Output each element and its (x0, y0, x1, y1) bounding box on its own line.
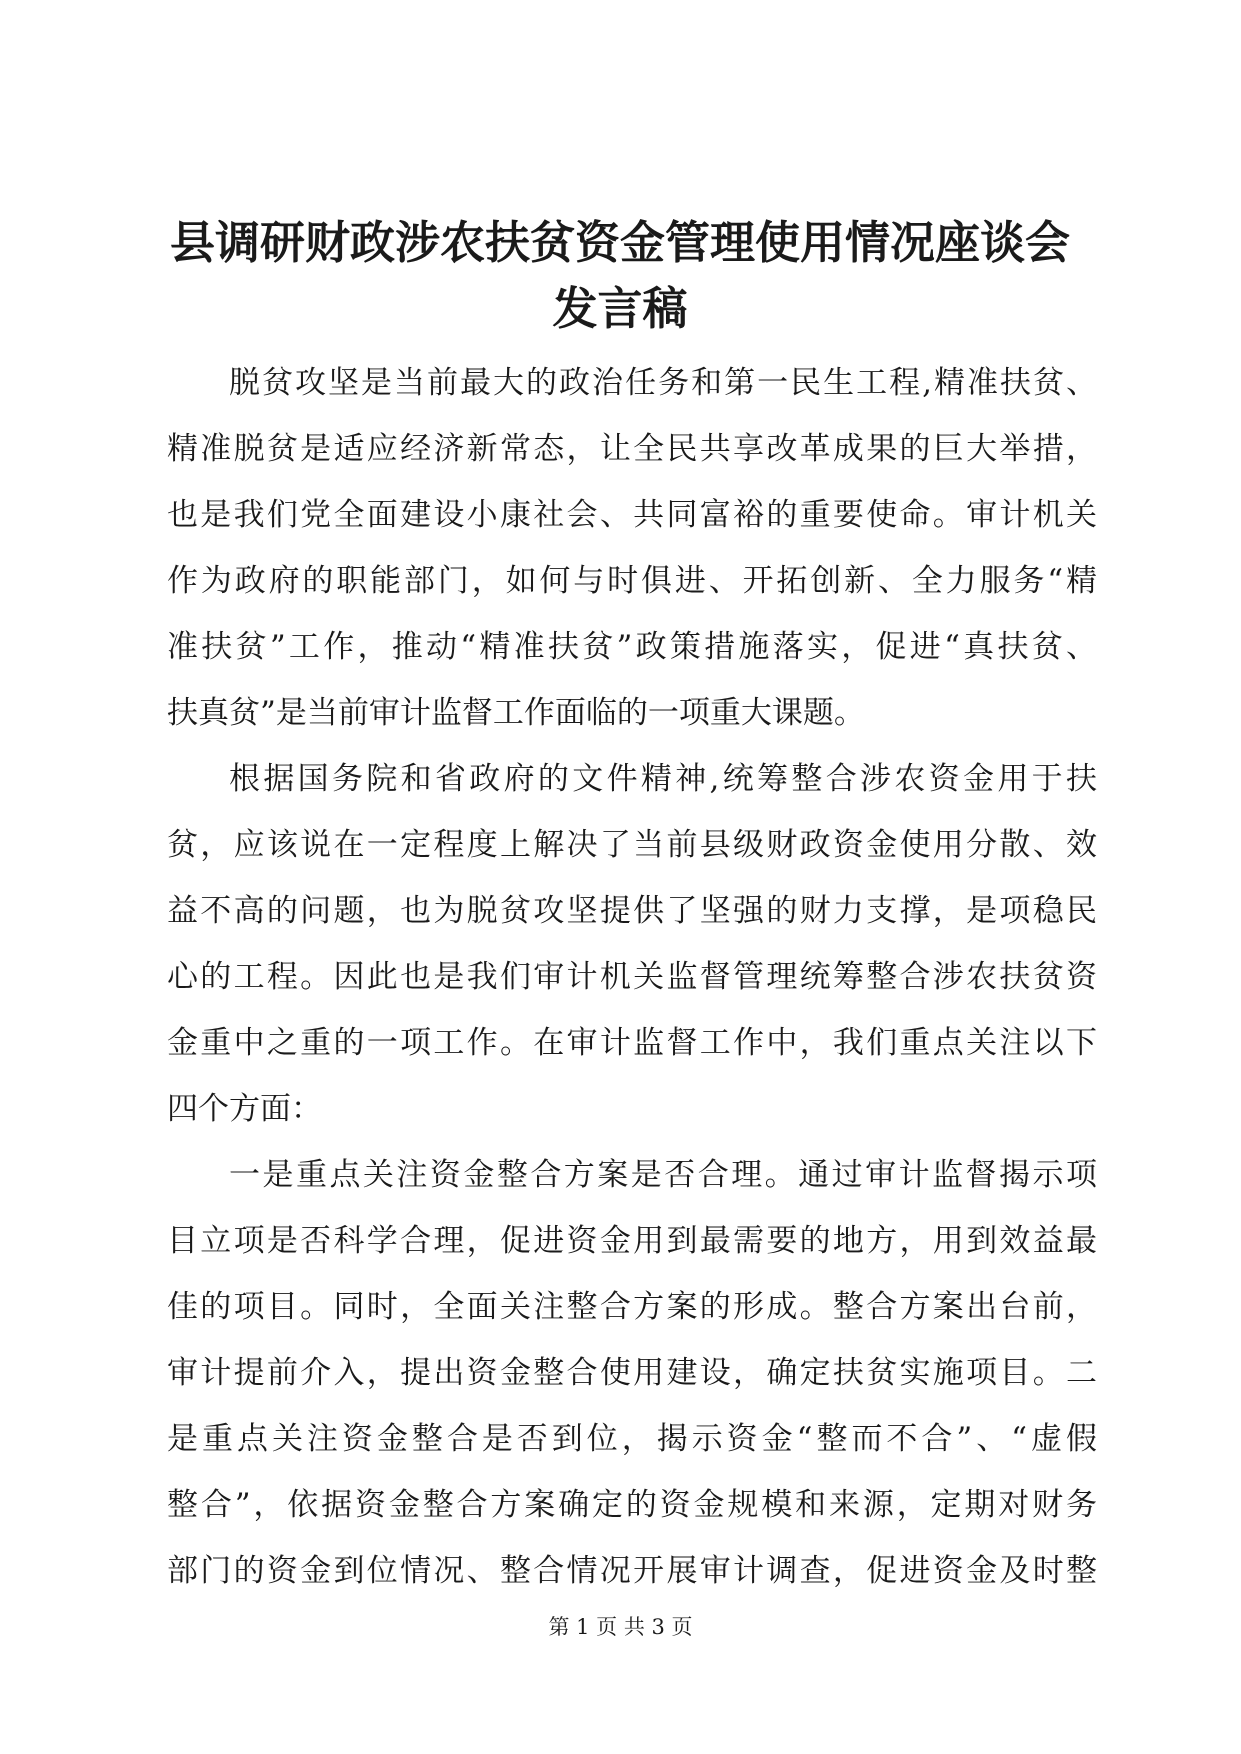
title-line-2: 发言稿 (552, 282, 688, 335)
text-line: 脱贫攻坚是当前最大的政治任务和第一民生工程,精准扶贫、 (229, 365, 1097, 401)
text-line: 精准脱贫是适应经济新常态，让全民共享改革成果的巨大举措， (167, 431, 1097, 467)
document-title (150, 210, 1090, 342)
text-line: 目立项是否科学合理，促进资金用到最需要的地方，用到效益最 (167, 1223, 1097, 1259)
text-line: 金重中之重的一项工作。在审计监督工作中，我们重点关注以下 (167, 1025, 1097, 1061)
text-line: 根据国务院和省政府的文件精神,统筹整合涉农资金用于扶 (229, 761, 1097, 797)
page-footer: 第 1 页 共 3 页 (548, 1615, 693, 1639)
paragraph-1 (167, 350, 1097, 746)
text-line: 准扶贫”工作，推动“精准扶贫”政策措施落实，促进“真扶贫、 (167, 629, 1097, 665)
title-line-1: 县调研财政涉农扶贫资金管理使用情况座谈会 (169, 216, 1070, 269)
paragraph-3 (167, 1142, 1097, 1604)
text-line: 扶真贫”是当前审计监督工作面临的一项重大课题。 (167, 695, 865, 731)
text-line: 一是重点关注资金整合方案是否合理。通过审计监督揭示项 (229, 1157, 1097, 1193)
text-line: 四个方面： (167, 1091, 322, 1127)
text-line: 益不高的问题，也为脱贫攻坚提供了坚强的财力支撑，是项稳民 (167, 893, 1097, 929)
text-line: 整合”，依据资金整合方案确定的资金规模和来源，定期对财务 (167, 1487, 1097, 1523)
text-line: 佳的项目。同时，全面关注整合方案的形成。整合方案出台前， (167, 1289, 1097, 1325)
text-line: 部门的资金到位情况、整合情况开展审计调查，促进资金及时整 (167, 1553, 1097, 1589)
paragraph-2 (167, 746, 1097, 1142)
text-line: 贫，应该说在一定程度上解决了当前县级财政资金使用分散、效 (167, 827, 1097, 863)
text-line: 也是我们党全面建设小康社会、共同富裕的重要使命。审计机关 (167, 497, 1097, 533)
text-line: 心的工程。因此也是我们审计机关监督管理统筹整合涉农扶贫资 (167, 959, 1097, 995)
text-line: 审计提前介入，提出资金整合使用建设，确定扶贫实施项目。二 (167, 1355, 1097, 1391)
document-body (167, 350, 1097, 1604)
text-line: 是重点关注资金整合是否到位，揭示资金“整而不合”、“虚假 (167, 1421, 1097, 1457)
text-line: 作为政府的职能部门，如何与时俱进、开拓创新、全力服务“精 (167, 563, 1097, 599)
